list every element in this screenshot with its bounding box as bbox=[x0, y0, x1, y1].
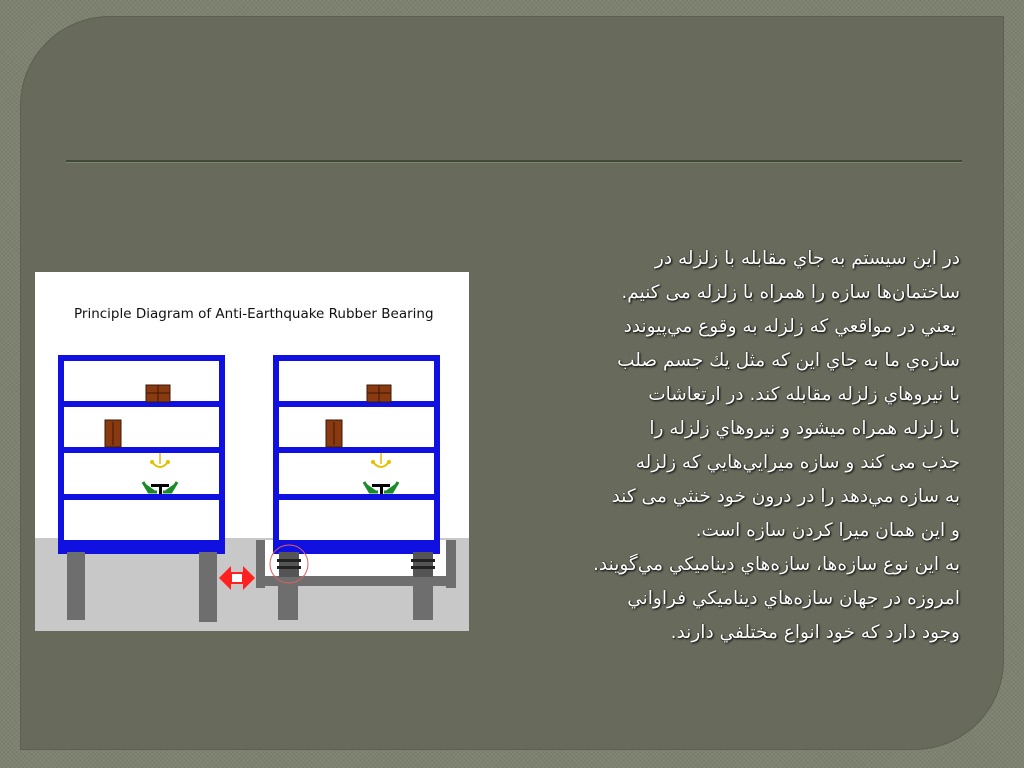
figure-title: Principle Diagram of Anti-Earthquake Rubber Bearing bbox=[74, 306, 434, 322]
body-line: در اين سيستم به جاي مقابله با زلزله در bbox=[654, 248, 960, 269]
rubber-bearing-figure bbox=[35, 272, 469, 631]
body-line: ساختمان‌ها سازه را همراه با زلزله می کنيم. bbox=[621, 282, 960, 303]
body-line: وجود دارد كه خود انواع مختلفي دارند. bbox=[670, 622, 960, 643]
body-line: و اين همان ميرا كردن سازه است. bbox=[695, 520, 960, 541]
body-line: با نيروهاي زلزله مقابله كند. در ارتعاشات bbox=[648, 384, 960, 405]
body-line: به سازه مي‌دهد را در درون خود خنثي می كند bbox=[611, 486, 960, 507]
body-line: جذب می كند و سازه ميرايي‌هايي كه زلزله bbox=[635, 452, 960, 473]
isolated-building bbox=[256, 358, 469, 631]
body-line: يعني در مواقعي كه زلزله به وقوع مي‌پيوندد bbox=[623, 316, 956, 337]
body-line: با زلزله همراه ميشود و نيروهاي زلزله را bbox=[649, 418, 960, 439]
body-text bbox=[480, 242, 960, 650]
body-line: امروزه در جهان سازه‌هاي ديناميكي فراواني bbox=[627, 588, 960, 609]
rubber-bearing-right bbox=[411, 552, 435, 577]
body-line: به اين نوع سازه‌ها، سازه‌هاي ديناميكي مي‌گويند. bbox=[593, 554, 960, 575]
chest-icon bbox=[146, 385, 170, 402]
rubber-bearing-diagram-icon bbox=[35, 272, 469, 631]
cabinet-icon bbox=[105, 420, 121, 447]
body-line: سازه‌ي ما به جاي اين كه مثل يك جسم صلب bbox=[617, 350, 960, 371]
cabinet-icon bbox=[326, 420, 342, 447]
chest-icon bbox=[367, 385, 391, 402]
title-divider bbox=[66, 160, 962, 162]
